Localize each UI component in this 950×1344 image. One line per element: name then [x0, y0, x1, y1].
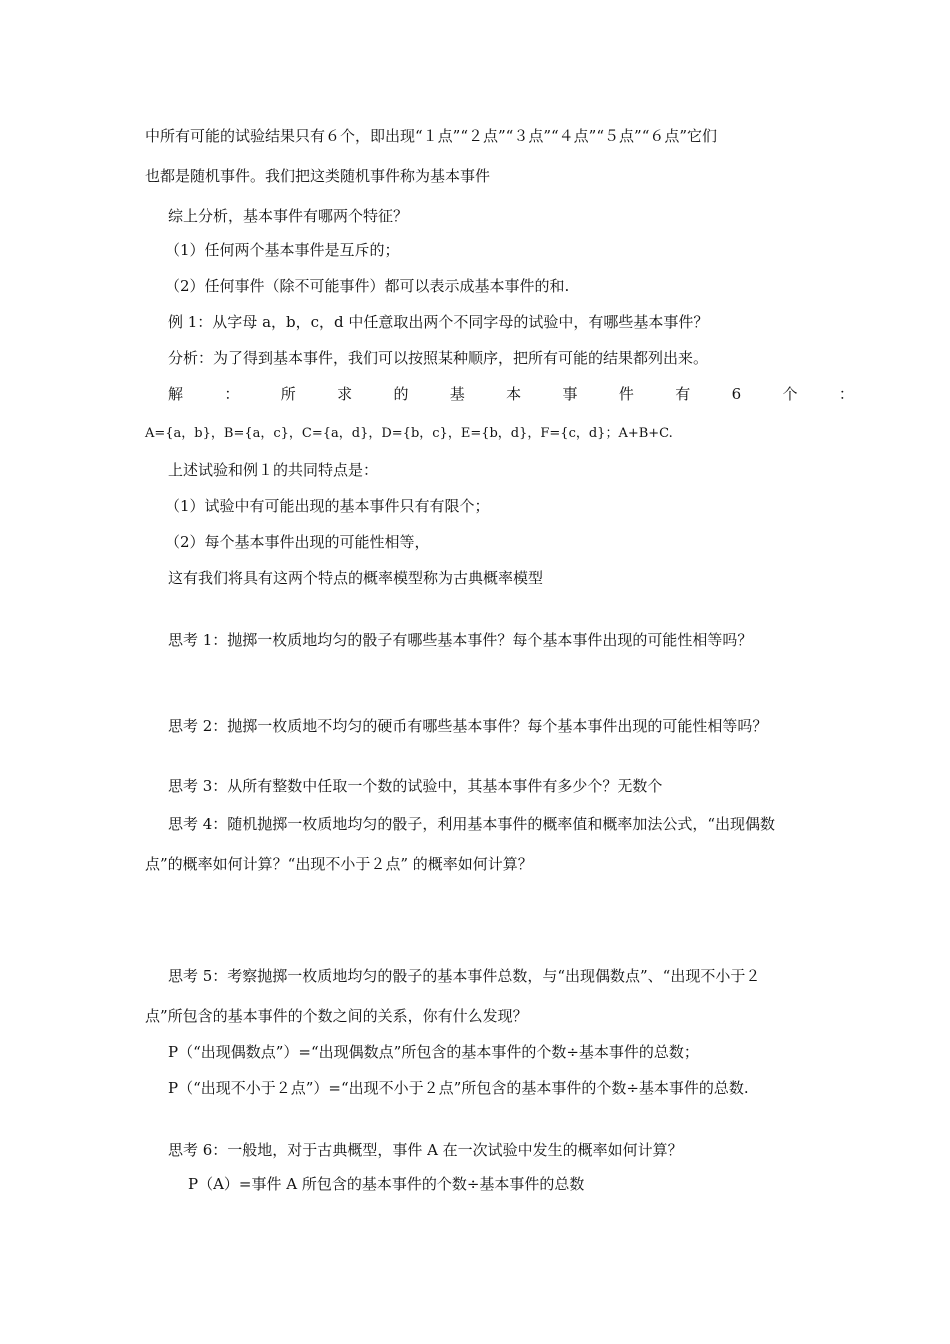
solution-char: 件: [618, 385, 634, 403]
question-line: 思考 2：抛掷一枚质地不均匀的硬币有哪些基本事件？每个基本事件出现的可能性相等吗？: [168, 717, 768, 735]
question-line: 思考 5：考察抛掷一枚质地均匀的骰子的基本事件总数，与“出现偶数点”、“出现不小于２: [168, 967, 761, 985]
solution-char: 个: [782, 385, 798, 403]
paragraph-line: 中所有可能的试验结果只有６个，即出现“１点”“２点”“３点”“４点”“５点”“６点”它们: [145, 127, 718, 145]
paragraph-line: 综上分析，基本事件有哪两个特征？: [168, 207, 409, 225]
paragraph-line: 也都是随机事件。我们把这类随机事件称为基本事件: [145, 167, 491, 185]
question-line: 思考 4：随机抛掷一枚质地均匀的骰子，利用基本事件的概率值和概率加法公式，“出现偶数: [168, 815, 775, 833]
paragraph-line: （2）任何事件（除不可能事件）都可以表示成基本事件的和.: [165, 277, 570, 295]
analysis-line: 分析：为了得到基本事件，我们可以按照某种顺序，把所有可能的结果都列出来。: [168, 349, 709, 367]
solution-char: 的: [393, 385, 409, 403]
solution-char: 基: [449, 385, 465, 403]
paragraph-line: 点”的概率如何计算？“出现不小于２点” 的概率如何计算？: [145, 855, 533, 873]
solution-char: 事: [562, 385, 578, 403]
solution-char: ：: [224, 385, 240, 403]
formula-line: P（“出现偶数点”）=“出现偶数点”所包含的基本事件的个数÷基本事件的总数；: [168, 1043, 699, 1061]
solution-char: ：: [838, 385, 854, 403]
paragraph-line: 这有我们将具有这两个特点的概率模型称为古典概率模型: [168, 569, 544, 587]
question-line: 思考 3：从所有整数中任取一个数的试验中，其基本事件有多少个？无数个: [168, 777, 663, 795]
paragraph-line: （1）任何两个基本事件是互斥的；: [165, 241, 400, 259]
solution-char: 有: [675, 385, 691, 403]
formula-line: P（“出现不小于２点”）=“出现不小于２点”所包含的基本事件的个数÷基本事件的总数.: [168, 1079, 749, 1097]
paragraph-line: （1）试验中有可能出现的基本事件只有有限个；: [165, 497, 490, 515]
solution-char: 解: [168, 385, 184, 403]
question-line: 思考 1：抛掷一枚质地均匀的骰子有哪些基本事件？每个基本事件出现的可能性相等吗？: [168, 631, 753, 649]
paragraph-line: A={a，b}，B={a，c}，C={a，d}，D={b，c}，E={b，d}，F={c，d}；A+B+C.: [145, 426, 673, 441]
question-line: 思考 6：一般地，对于古典概型，事件 A 在一次试验中发生的概率如何计算？: [168, 1141, 683, 1159]
paragraph-line: 点”所包含的基本事件的个数之间的关系，你有什么发现？: [145, 1007, 528, 1025]
solution-char: 所: [280, 385, 296, 403]
solution-char: 本: [506, 385, 522, 403]
solution-line: [168, 384, 854, 404]
example-line: 例 1：从字母 a，b，c，d 中任意取出两个不同字母的试验中，有哪些基本事件？: [168, 313, 709, 331]
solution-char: 6: [731, 385, 742, 403]
solution-char: 求: [337, 385, 353, 403]
paragraph-line: （2）每个基本事件出现的可能性相等，: [165, 533, 430, 551]
formula-line: P（A）=事件 A 所包含的基本事件的个数÷基本事件的总数: [188, 1175, 585, 1193]
paragraph-line: 上述试验和例１的共同特点是：: [168, 461, 379, 479]
